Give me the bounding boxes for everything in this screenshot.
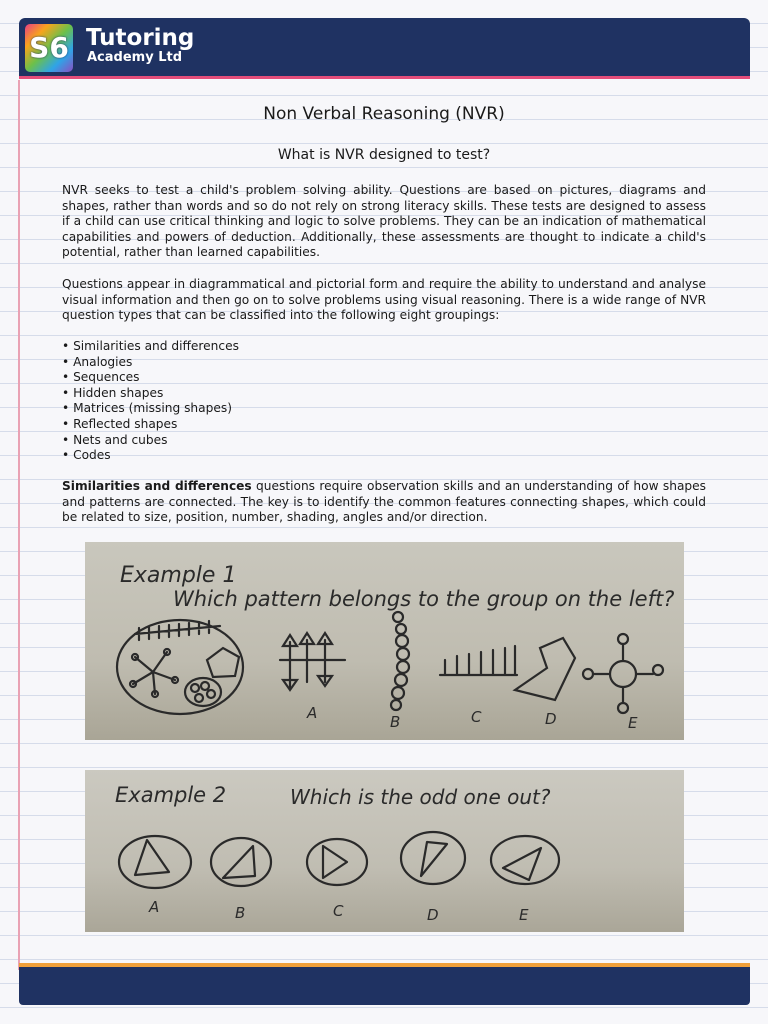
example-1-option-b: B — [390, 713, 401, 731]
list-item: • Similarities and differences — [62, 339, 239, 353]
section-heading: What is NVR designed to test? — [277, 147, 491, 163]
example-1-option-d: D — [545, 710, 557, 728]
list-item: • Nets and cubes — [62, 432, 168, 447]
example-1-drawing — [85, 542, 684, 740]
example-1-photo — [85, 542, 684, 740]
similarities-term: Similarities and differences — [62, 479, 252, 493]
option-c-triangle — [323, 846, 347, 878]
margin-line — [18, 80, 20, 970]
example-2-photo — [85, 770, 684, 932]
list-item: • Analogies — [62, 354, 133, 369]
option-a-ellipse — [119, 836, 191, 888]
brand-name: Tutoring — [86, 25, 195, 51]
similarities-paragraph — [62, 479, 706, 526]
option-b-triangle — [223, 846, 255, 878]
example-1-option-a: A — [307, 704, 318, 722]
example-1-option-e: E — [628, 714, 638, 732]
example-1-question: Which pattern belongs to the group on the left? — [173, 587, 675, 611]
example-2-heading: Example 2 — [115, 783, 227, 807]
example-2-drawing — [85, 770, 684, 932]
groupings-list — [62, 339, 239, 464]
logo-icon — [25, 24, 73, 72]
footer-bar — [19, 967, 750, 1005]
list-item: • Reflected shapes — [62, 416, 178, 431]
example-2-question: Which is the odd one out? — [290, 785, 551, 809]
list-item: • Matrices (missing shapes) — [62, 401, 232, 416]
similarities-description: questions require observation skills and an understanding of how shapes and patterns are connected. The key is to identify the common features connecting shapes, which could be related to size, position, number, shading, angles and/or direction. — [62, 479, 707, 525]
example-1-shapes — [117, 612, 663, 714]
list-item: • Sequences — [62, 370, 140, 385]
example-1-heading: Example 1 — [120, 563, 237, 588]
option-d-ellipse — [401, 832, 465, 884]
list-item: • Codes — [62, 448, 111, 463]
option-e-triangle — [503, 848, 541, 880]
header-accent-stripe — [19, 76, 750, 79]
option-d-triangle — [421, 842, 447, 876]
brand-subname: Academy Ltd — [87, 50, 183, 65]
option-c-ellipse — [307, 839, 367, 885]
example-2-option-e: E — [519, 906, 529, 924]
example-2-option-d: D — [427, 906, 439, 924]
example-2-option-b: B — [235, 904, 246, 922]
example-1-option-c: C — [471, 708, 482, 726]
option-b-ellipse — [211, 838, 271, 886]
intro-paragraph: NVR seeks to test a child's problem solving ability. Questions are based on pictures, diagrams and shapes, rather than words and so do not rely on strong literacy skills. These tests are designed to assess if a child can use critical thinking and logic to solve problems. They can be an indication of mathematical capabilities and powers of deduction. Additionally, these assessments are thought to indicate a child's potential, rather than learned capabilities. — [62, 183, 706, 260]
logo-text: S6 — [29, 31, 69, 64]
example-2-shapes — [119, 832, 559, 888]
list-item: • Hidden shapes — [62, 385, 164, 400]
example-2-option-c: C — [333, 902, 344, 920]
option-e-shape — [610, 661, 636, 687]
option-a-triangle — [135, 840, 169, 875]
page-title: Non Verbal Reasoning (NVR) — [263, 104, 505, 124]
question-types-paragraph: Questions appear in diagrammatical and pictorial form and require the ability to understand and analyse visual information and then go on to solve problems using visual reasoning. There is a wide range of NVR question types that can be classified into the following eight groupings: — [62, 277, 706, 323]
pentagon-shape — [207, 648, 239, 677]
example-2-option-a: A — [149, 898, 160, 916]
option-d-shape — [515, 638, 575, 700]
option-c-shape — [440, 646, 517, 675]
option-e-ellipse — [491, 836, 559, 884]
spoke-shape — [133, 652, 175, 694]
